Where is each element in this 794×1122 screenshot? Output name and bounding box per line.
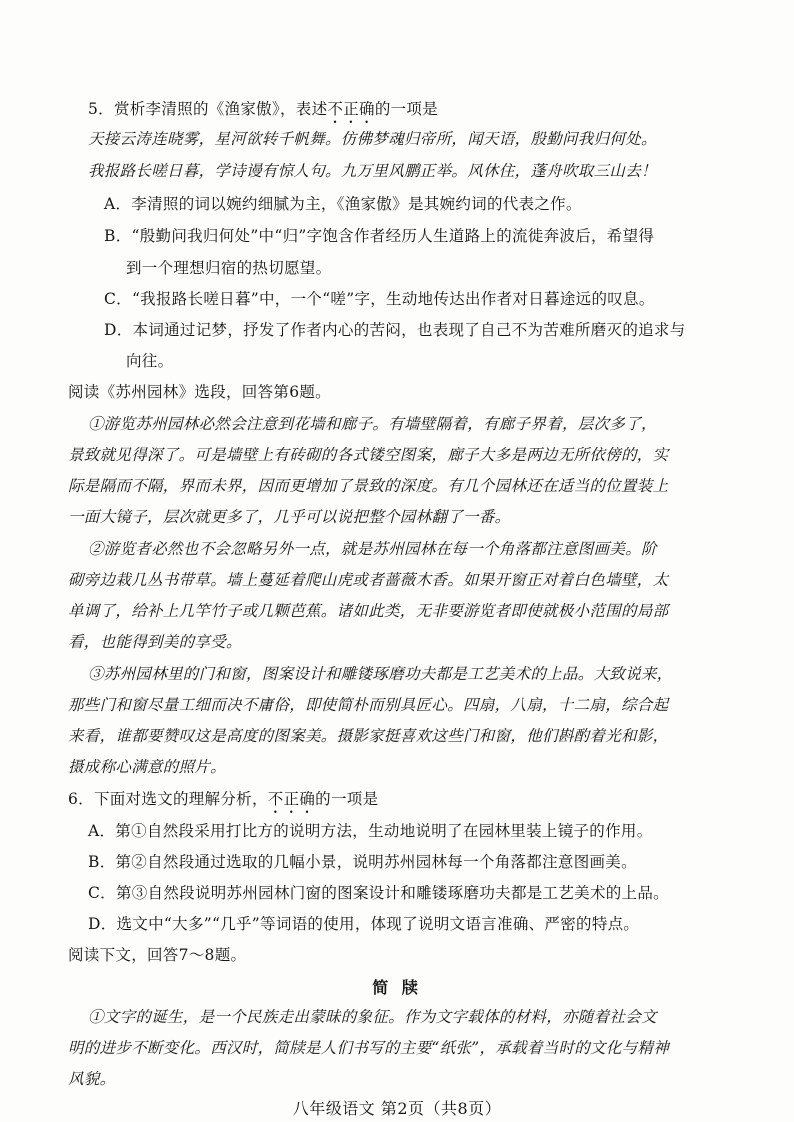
reading1-intro: 阅读《苏州园林》选段，回答第6题。 xyxy=(68,383,331,401)
reading1-p3-line: 摄成称心满意的照片。 xyxy=(68,758,227,776)
reading1-p2-line: 看，也能得到美的享受。 xyxy=(68,633,242,651)
poem-line-2: 我报路长嗟日暮，学诗谩有惊人句。九万里风鹏正举。风休住，蓬舟吹取三山去！ xyxy=(88,162,657,180)
q5-option-c: C．“我报路长嗟日暮”中，一个“嗟”字，生动地传达出作者对日暮途远的叹息。 xyxy=(104,290,655,308)
q5-stem-part: 的一项是 xyxy=(374,100,439,118)
reading1-p1-line: ①游览苏州园林必然会注意到花墙和廊子。有墙壁隔着，有廊子界着，层次多了， xyxy=(88,415,657,433)
q5-option-d-line2: 向往。 xyxy=(126,352,174,370)
q5-stem xyxy=(88,98,438,127)
q5-stem-part: 5．赏析李清照的《渔家傲》，表述 xyxy=(88,100,328,118)
q6-stem-part: 6．下面对选文的理解分析， xyxy=(68,790,268,808)
reading1-p3-line: ③苏州园林里的门和窗，图案设计和雕镂琢磨功夫都是工艺美术的上品。大致说来， xyxy=(88,665,673,683)
reading1-p1-line: 景致就见得深了。可是墙壁上有砖砌的各式镂空图案，廊子大多是两边无所依傍的，实 xyxy=(68,446,669,464)
q6-option-b: B．第②自然段通过选取的几幅小景，说明苏州园林每一个角落都注意图画美。 xyxy=(88,853,637,871)
reading1-p2-line: 砌旁边栽几丛书带草。墙上蔓延着爬山虎或者蔷薇木香。如果开窗正对着白色墙壁，太 xyxy=(68,571,669,589)
q6-stem-part: 的一项是 xyxy=(315,790,379,808)
page-footer: 八年级语文 第2页（共8页） xyxy=(292,1099,502,1118)
q5-option-a: A．李清照的词以婉约细腻为主，《渔家傲》是其婉约词的代表之作。 xyxy=(104,195,582,213)
reading1-p1-line: 际是隔而不隔，界而未界，因而更增加了景致的深度。有几个园林还在适当的位置装上 xyxy=(68,477,669,495)
reading2-p1-line: 风貌。 xyxy=(68,1070,116,1088)
q5-stem-emphasis: 不正确 xyxy=(327,100,375,118)
reading1-p2-line: 单调了，给补上几竿竹子或几颗芭蕉。诸如此类，无非要游览者即使就极小范围的局部 xyxy=(68,602,669,620)
reading1-p1-line: 一面大镜子，层次就更多了，几乎可以说把整个园林翻了一番。 xyxy=(68,508,511,526)
reading1-p3-line: 那些门和窗尽量工细而决不庸俗，即使简朴而别具匠心。四扇，八扇，十二扇，综合起 xyxy=(68,696,669,714)
q5-option-b-line1: B．“殷勤问我归何处”中“归”字饱含作者经历人生道路上的流徙奔波后，希望得 xyxy=(104,227,655,245)
q6-option-a: A．第①自然段采用打比方的说明方法，生动地说明了在园林里装上镜子的作用。 xyxy=(88,822,653,840)
reading2-p1-line: 明的进步不断变化。西汉时，简牍是人们书写的主要“纸张”，承载着当时的文化与精神 xyxy=(68,1039,670,1057)
q6-stem xyxy=(68,788,378,817)
reading1-p3-line: 来看，谁都要赞叹这是高度的图案美。摄影家挺喜欢这些门和窗，他们斟酌着光和影， xyxy=(68,727,669,745)
q5-option-d-line1: D．本词通过记梦，抒发了作者内心的苦闷，也表现了自己不为苦难所磨灭的追求与 xyxy=(104,321,686,339)
q6-option-c: C．第③自然段说明苏州园林门窗的图案设计和雕镂琢磨功夫都是工艺美术的上品。 xyxy=(88,884,669,902)
q5-option-b-line2: 到一个理想归宿的热切愿望。 xyxy=(126,259,332,277)
reading1-p2-line: ②游览者必然也不会忽略另外一点，就是苏州园林在每一个角落都注意图画美。阶 xyxy=(88,540,657,558)
article-title: 简 牍 xyxy=(372,978,422,997)
q6-stem-emphasis: 不正确 xyxy=(267,790,316,808)
reading2-p1-line: ①文字的诞生，是一个民族走出蒙昧的象征。作为文字载体的材料，亦随着社会文 xyxy=(88,1008,657,1026)
poem-line-1: 天接云涛连晓雾，星河欲转千帆舞。仿佛梦魂归帝所，闻天语，殷勤问我归何处。 xyxy=(88,130,657,148)
reading2-intro: 阅读下文，回答7～8题。 xyxy=(68,946,247,964)
q6-option-d: D．选文中“大多”“几乎”等词语的使用，体现了说明文语言准确、严密的特点。 xyxy=(88,915,640,933)
